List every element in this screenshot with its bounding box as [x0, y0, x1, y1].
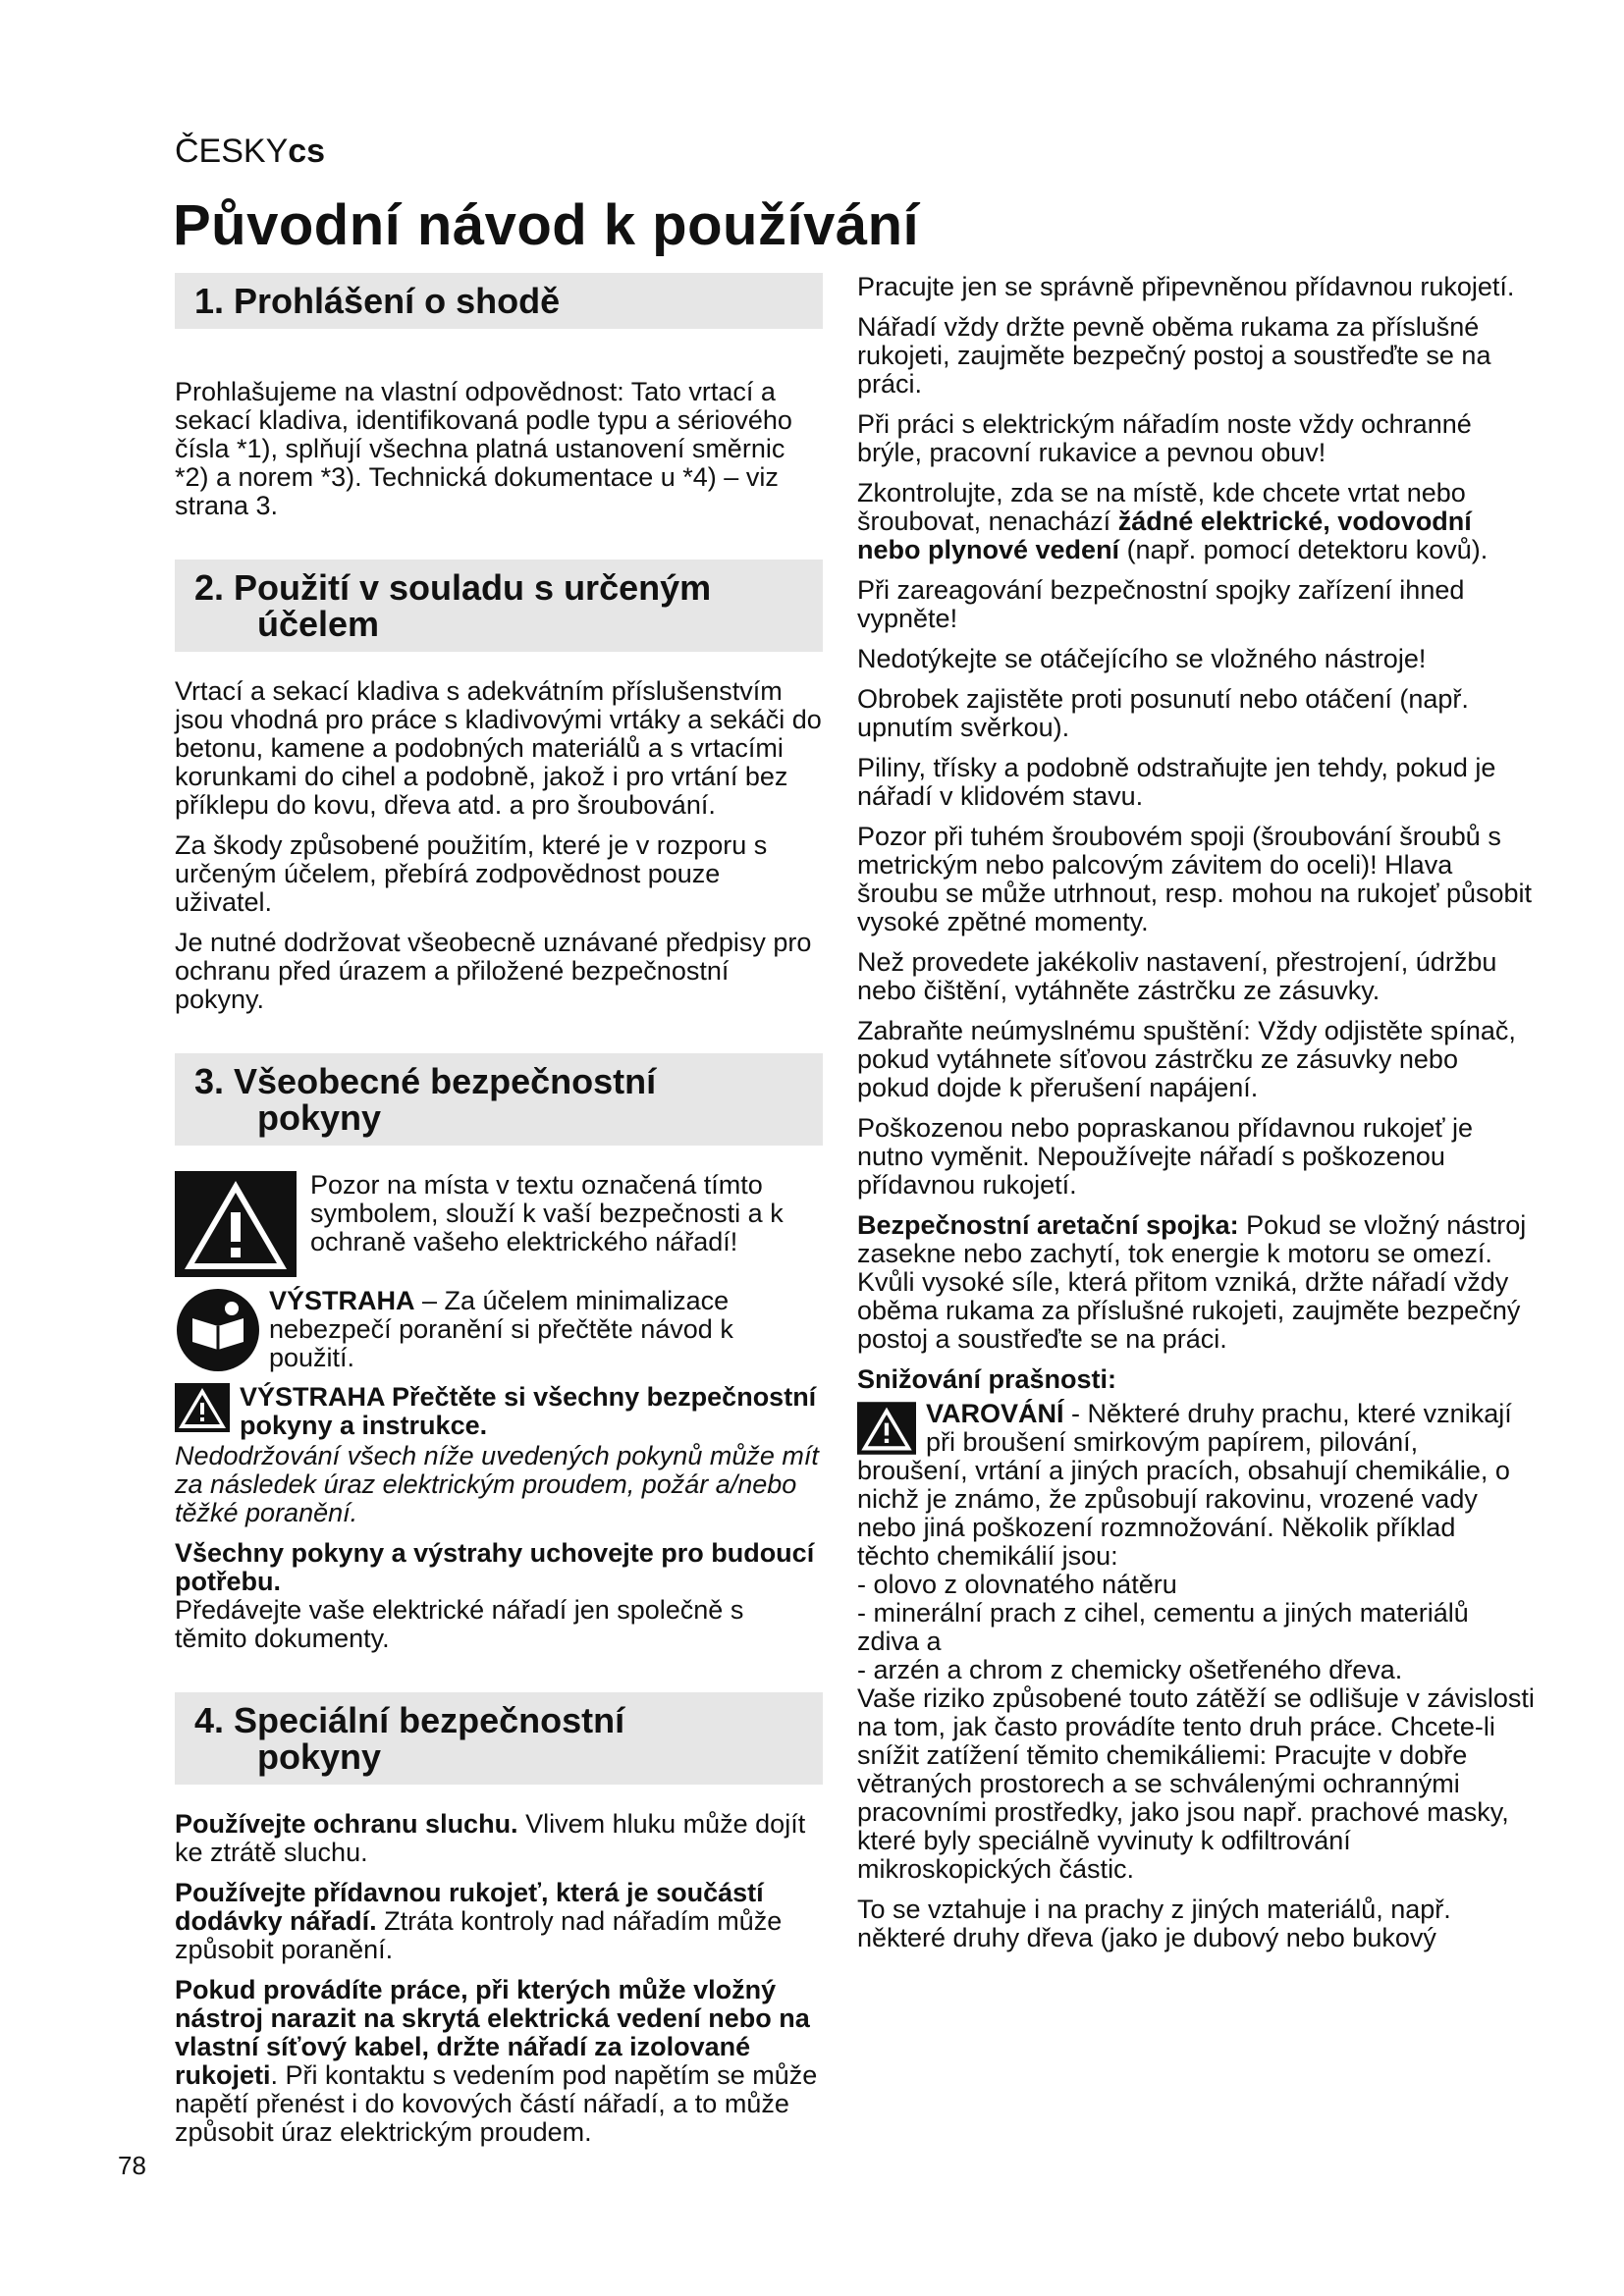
right-text-7: Obrobek zajistěte proti posunutí nebo otáčení (např. upnutím svěrkou).	[857, 684, 1469, 742]
read-manual-note	[175, 1287, 823, 1373]
dust-heading: Snižování prašnosti:	[857, 1364, 1117, 1394]
left-column	[175, 273, 823, 2159]
dust-text-3: To se vztahuje i na prachy z jiných materiálů, např. některé druhy dřeva (jako je dubový nebo bukový	[857, 1895, 1451, 1952]
page-number: 78	[118, 2151, 146, 2180]
right-text-4: Zkontrolujte, zda se na místě, kde chcete vrtat nebo šroubovat, nenachází žádné elektrické, vodovodní nebo plynové vedení (např. pomocí detektoru kovů).	[857, 478, 1489, 564]
right-text-10: Než provedete jakékoliv nastavení, přestrojení, údržbu nebo čištění, vytáhněte zástrčku ze zásuvky.	[857, 947, 1497, 1005]
keep-instructions-text: Předávejte vaše elektrické nářadí jen společně s těmito dokumenty.	[175, 1595, 744, 1653]
right-text-2: Nářadí vždy držte pevně oběma rukama za příslušné rukojeti, zaujměte bezpečný postoj a soustřeďte se na práci.	[857, 312, 1491, 399]
warning-triangle-icon	[175, 1171, 297, 1277]
right-text-8: Piliny, třísky a podobně odstraňujte jen tehdy, pokud je nářadí v klidovém stavu.	[857, 753, 1496, 811]
section-4-text-3: Pokud provádíte práce, při kterých může vložný nástroj narazit na skrytá elektrická vedení nebo na vlastní síťový kabel, držte nářadí za izolované rukojeti. Při kontaktu s vedením pod napětím se může napětí přenést i do kovových částí nářadí, a to může způsobit úraz elektrickým proudem.	[175, 1975, 818, 2147]
section-3-heading: 3. Všeobecné bezpečnostní pokyny	[175, 1053, 823, 1146]
right-text-6: Nedotýkejte se otáčejícího se vložného nástroje!	[857, 644, 1427, 673]
right-text-9: Pozor při tuhém šroubovém spoji (šroubování šroubů s metrickým nebo palcovým závitem do oceli)! Hlava šroubu se může utrhnout, resp. mohou na rukojeť působit vysoké zpětné momenty.	[857, 822, 1533, 936]
section-4-text-2: Používejte přídavnou rukojeť, která je součástí dodávky nářadí. Ztráta kontroly nad nářadím může způsobit poranění.	[175, 1878, 783, 1964]
warning-symbol-note	[175, 1171, 823, 1277]
read-manual-bold: VÝSTRAHA	[269, 1286, 415, 1315]
read-all-italic: Nedodržování všech níže uvedených pokynů může mít za následek úraz elektrickým proudem, požár a/nebo těžké poranění.	[175, 1441, 819, 1527]
right-text-3: Při práci s elektrickým nářadím noste vždy ochranné brýle, pracovní rukavice a pevnou obuv!	[857, 409, 1472, 467]
read-manual-text: – Za účelem minimalizace nebezpečí poranění si přečtěte návod k použití.	[269, 1286, 733, 1372]
right-text-13: Bezpečnostní aretační spojka: Pokud se vložný nástroj zasekne nebo zachytí, tok energie k motoru se omezí. Kvůli vysoké síle, která přitom vzniká, držte nářadí vždy oběma rukama za příslušné rukojeti, zaujměte bezpečný postoj a soustřeďte se na práci.	[857, 1210, 1527, 1354]
section-2-text-1: Vrtací a sekací kladiva s adekvátním příslušenstvím jsou vhodná pro práce s kladivovými vrtáky a sekáči do betonu, kamene a podobných materiálů a s vrtacími korunkami do cihel a podobně, jakož i pro vrtání bez příklepu do kovu, dřeva atd. a pro šroubování.	[175, 676, 822, 820]
right-text-5: Při zareagování bezpečnostní spojky zařízení ihned vypněte!	[857, 575, 1465, 633]
section-2-heading: 2. Použití v souladu s určeným účelem	[175, 560, 823, 652]
section-4-heading: 4. Speciální bezpečnostní pokyny	[175, 1692, 823, 1785]
read-all-warning	[175, 1383, 823, 1440]
read-manual-icon	[175, 1287, 261, 1373]
right-column	[857, 273, 1535, 1964]
warning-symbol-text: Pozor na místa v textu označená tímto symbolem, slouží k vaší bezpečnosti a k ochraně vašeho elektrického nářadí!	[310, 1170, 784, 1256]
list-item: - minerální prach z cihel, cementu a jiných materiálů zdiva a	[857, 1598, 1469, 1656]
dust-warning: VAROVÁNÍ - Některé druhy prachu, které vznikají při broušení smirkovým papírem, pilování, broušení, vrtání a jiných pracích, obsahují chemikálie, o nichž je známo, že způsobují rakovinu, vrozené vady nebo jiná poškození rozmnožování. Několik příklad těchto chemikálií jsou:	[857, 1399, 1512, 1571]
language-label: ČESKYcs	[175, 133, 326, 170]
right-text-11: Zabraňte neúmyslnému spuštění: Vždy odjistěte spínač, pokud vytáhnete síťovou zástrčku ze zásuvky nebo pokud dojde k přerušení napájení.	[857, 1016, 1516, 1102]
section-2-text-3: Je nutné dodržovat všeobecně uznávané předpisy pro ochranu před úrazem a přiložené bezpečnostní pokyny.	[175, 928, 812, 1014]
section-1-heading: 1. Prohlášení o shodě	[175, 273, 823, 329]
section-2-text-2: Za škody způsobené použitím, které je v rozporu s určeným účelem, přebírá zodpovědnost pouze uživatel.	[175, 830, 768, 917]
right-text-1: Pracujte jen se správně připevněnou přídavnou rukojetí.	[857, 272, 1515, 301]
read-all-bold: VÝSTRAHA Přečtěte si všechny bezpečnostní pokyny a instrukce.	[240, 1382, 817, 1440]
list-item: - olovo z olovnatého nátěru	[857, 1570, 1177, 1599]
section-1-text: Prohlašujeme na vlastní odpovědnost: Tato vrtací a sekací kladiva, identifikovaná podle typu a sériového čísla *1), splňují všechna platná ustanovení směrnic *2) a norem *3). Technická dokumentace u *4) – viz strana 3.	[175, 377, 792, 520]
list-item: - arzén a chrom z chemicky ošetřeného dřeva.	[857, 1655, 1403, 1684]
section-4-text-1: Používejte ochranu sluchu. Vlivem hluku může dojít ke ztrátě sluchu.	[175, 1809, 806, 1867]
keep-instructions-bold: Všechny pokyny a výstrahy uchovejte pro budoucí potřebu.	[175, 1538, 815, 1596]
warning-triangle-small-icon	[175, 1383, 230, 1432]
right-text-12: Poškozenou nebo popraskanou přídavnou rukojeť je nutno vyměnit. Nepoužívejte nářadí s poškozenou přídavnou rukojetí.	[857, 1113, 1474, 1200]
warning-triangle-small-icon	[857, 1402, 916, 1455]
dust-text-2: Vaše riziko způsobené touto zátěží se odlišuje v závislosti na tom, jak často provádíte tento druh práce. Chcete-li snížit zatížení těmito chemikáliemi: Pracujte v dobře větraných prostorech a se schválenými ochrannými pracovními prostředky, jako jsou např. prachové masky, které byly speciálně vyvinuty k odfiltrování mikroskopických částic.	[857, 1683, 1535, 1884]
page-title: Původní návod k používání	[173, 193, 920, 257]
